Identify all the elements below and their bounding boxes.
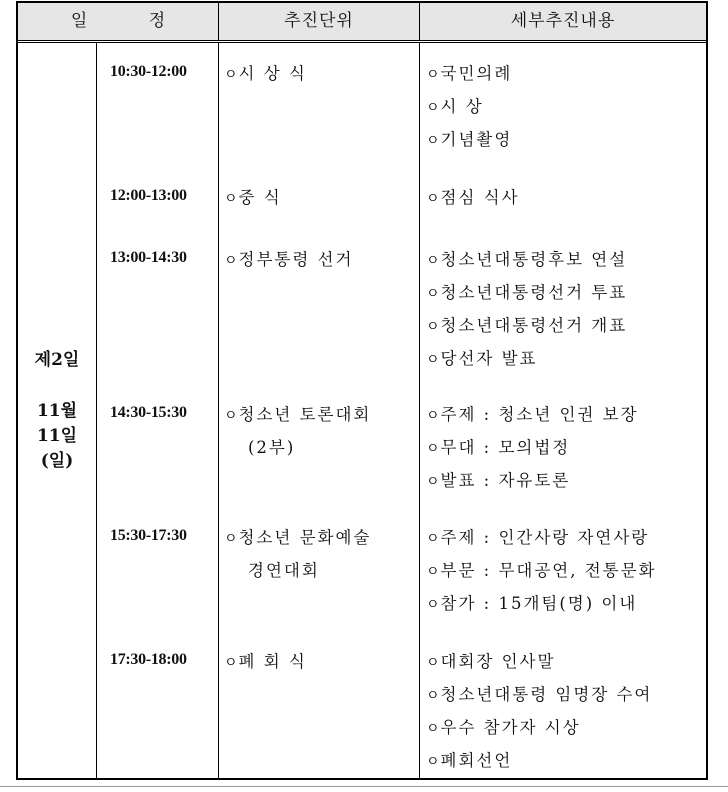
detail-item: ㅇ폐회선언	[426, 751, 513, 770]
detail-item: ㅇ기념촬영	[426, 130, 513, 149]
detail-item: ㅇ청소년대통령 임명장 수여	[426, 685, 653, 704]
details-cell	[426, 646, 708, 778]
time-slot: 13:00-14:30	[110, 249, 187, 266]
detail-item: ㅇ주제 : 청소년 인권 보장	[426, 405, 639, 424]
bullet-mark: ㅇ	[426, 721, 440, 737]
time-slot: 10:30-12:00	[110, 63, 187, 80]
bullet-mark: ㅇ	[224, 67, 238, 83]
bullet-mark: ㅇ	[426, 253, 440, 269]
detail-item: ㅇ청소년대통령후보 연설	[426, 250, 628, 269]
detail-item: ㅇ당선자 발표	[426, 349, 538, 368]
unit-line: ㅇ청소년 문화예술	[224, 528, 372, 547]
table-header	[18, 3, 706, 41]
unit-cell	[224, 399, 419, 463]
time-slot: 14:30-15:30	[110, 404, 187, 421]
bullet-mark: ㅇ	[426, 754, 440, 770]
details-cell	[426, 182, 708, 215]
unit-line-continued: 경연대회	[248, 561, 320, 580]
bullet-mark: ㅇ	[426, 319, 440, 335]
bullet-mark: ㅇ	[426, 100, 440, 116]
bullet-mark: ㅇ	[426, 597, 440, 613]
detail-item: ㅇ발표 : 자유토론	[426, 471, 571, 490]
detail-item: ㅇ무대 : 모의법정	[426, 438, 571, 457]
time-slot: 15:30-17:30	[110, 527, 187, 544]
day-label: 제2일	[34, 349, 80, 370]
day-month: 11월	[36, 400, 78, 421]
details-cell	[426, 399, 708, 498]
unit-cell	[224, 244, 419, 277]
detail-item: ㅇ청소년대통령선거 개표	[426, 316, 628, 335]
bullet-mark: ㅇ	[426, 441, 440, 457]
unit-cell	[224, 58, 419, 91]
bullet-mark: ㅇ	[426, 191, 440, 207]
bullet-mark: ㅇ	[426, 531, 440, 547]
unit-line: ㅇ폐 회 식	[224, 652, 307, 671]
schedule-table	[16, 1, 708, 780]
detail-item: ㅇ우수 참가자 시상	[426, 718, 581, 737]
details-cell	[426, 58, 708, 157]
bullet-mark: ㅇ	[426, 352, 440, 368]
day-weekday: (일)	[40, 450, 74, 471]
unit-line: ㅇ시 상 식	[224, 64, 307, 83]
time-slot: 17:30-18:00	[110, 651, 187, 668]
bullet-mark: ㅇ	[426, 408, 440, 424]
detail-item: ㅇ부문 : 무대공연, 전통문화	[426, 561, 657, 580]
detail-item: ㅇ참가 : 15개팀(명) 이내	[426, 594, 638, 613]
time-slot: 12:00-13:00	[110, 187, 187, 204]
detail-item: ㅇ점심 식사	[426, 188, 520, 207]
divider-header-2	[419, 3, 420, 40]
divider-header-1	[218, 3, 219, 40]
day-date: 11일	[36, 425, 78, 446]
detail-item: ㅇ대회장 인사말	[426, 652, 556, 671]
unit-cell	[224, 182, 419, 215]
bullet-mark: ㅇ	[426, 286, 440, 302]
header-schedule: 일 정	[70, 11, 194, 31]
unit-cell	[224, 646, 419, 679]
unit-line: ㅇ중 식	[224, 188, 282, 207]
bullet-mark: ㅇ	[426, 655, 440, 671]
day-cell	[18, 43, 96, 778]
bullet-mark: ㅇ	[224, 253, 238, 269]
bullet-mark: ㅇ	[224, 408, 238, 424]
unit-line: ㅇ정부통령 선거	[224, 250, 354, 269]
unit-line-continued: (2부)	[248, 438, 296, 457]
bullet-mark: ㅇ	[426, 688, 440, 704]
divider-day	[96, 43, 97, 778]
header-double-rule	[18, 42, 706, 43]
detail-item: ㅇ주제 : 인간사랑 자연사랑	[426, 528, 650, 547]
bullet-mark: ㅇ	[426, 564, 440, 580]
details-cell	[426, 522, 708, 621]
bullet-mark: ㅇ	[426, 67, 440, 83]
bullet-mark: ㅇ	[426, 474, 440, 490]
bullet-mark: ㅇ	[224, 655, 238, 671]
unit-line: ㅇ청소년 토론대회	[224, 405, 372, 424]
detail-item: ㅇ청소년대통령선거 투표	[426, 283, 628, 302]
details-cell	[426, 244, 708, 376]
header-details: 세부추진내용	[510, 11, 616, 31]
bullet-mark: ㅇ	[224, 191, 238, 207]
detail-item: ㅇ국민의례	[426, 64, 513, 83]
page-bottom-rule	[0, 786, 728, 787]
detail-item: ㅇ시 상	[426, 97, 484, 116]
divider-unit	[419, 43, 420, 778]
bullet-mark: ㅇ	[224, 531, 238, 547]
bullet-mark: ㅇ	[426, 133, 440, 149]
header-unit: 추진단위	[284, 11, 354, 31]
unit-cell	[224, 522, 419, 586]
